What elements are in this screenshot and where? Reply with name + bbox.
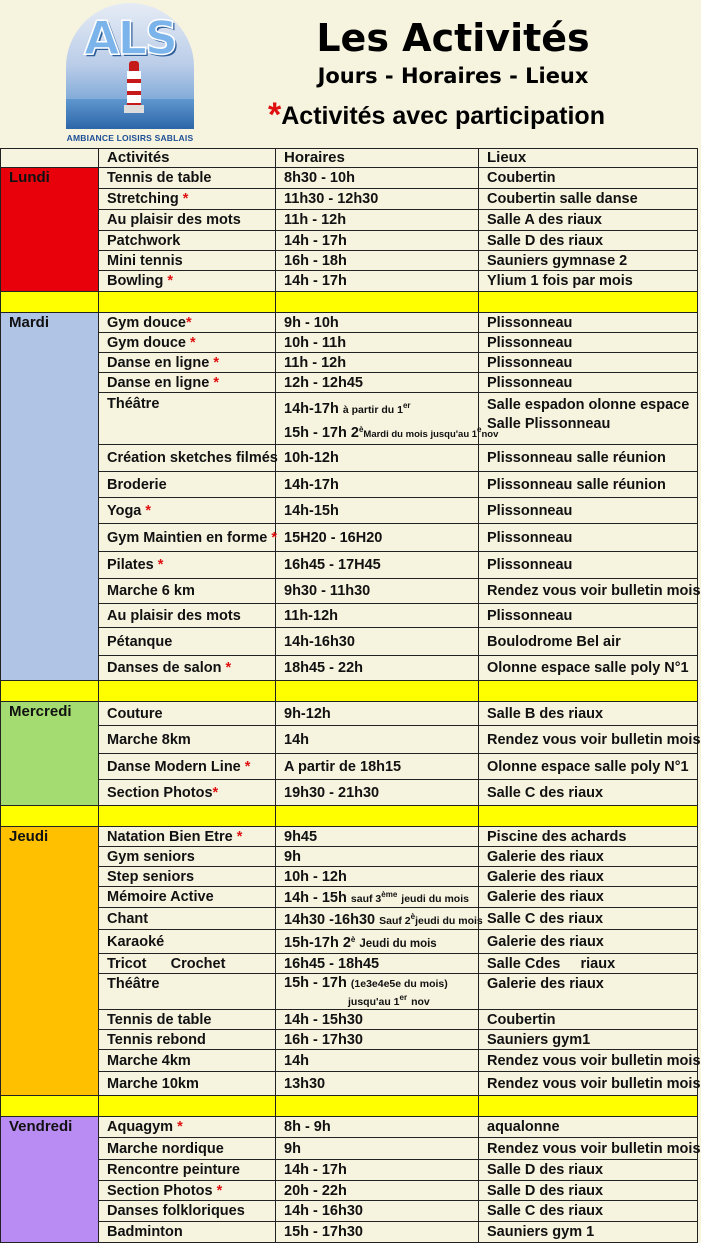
table-row xyxy=(1,579,698,604)
table-row xyxy=(1,1030,698,1050)
lieu: Plissonneau xyxy=(479,498,698,524)
table-row xyxy=(1,393,698,445)
table-row xyxy=(1,702,698,726)
activity: Yoga * xyxy=(99,498,276,524)
table-row xyxy=(1,251,698,271)
table-row xyxy=(1,908,698,930)
horaire: 11h-12h xyxy=(276,604,479,628)
table-row xyxy=(1,780,698,806)
participation-star: * xyxy=(212,784,219,801)
horaire: 14h - 16h30 xyxy=(276,1201,479,1222)
lieu: Piscine des achards xyxy=(479,827,698,847)
day-vendredi: Vendredi xyxy=(1,1117,99,1243)
activity: Danse en ligne * xyxy=(99,353,276,373)
lieu: Salle C des riaux xyxy=(479,1201,698,1222)
activity: Broderie xyxy=(99,472,276,498)
activity: Section Photos* xyxy=(99,780,276,806)
table-row xyxy=(1,524,698,552)
activity: Tricot Crochet xyxy=(99,954,276,974)
table-row xyxy=(1,498,698,524)
participation-star: * xyxy=(213,354,220,371)
table-header-row xyxy=(1,149,698,168)
activity: Gym Maintien en forme * xyxy=(99,524,276,552)
lieu: Plissonneau xyxy=(479,353,698,373)
table-row xyxy=(1,887,698,908)
participation-star: * xyxy=(177,1119,183,1135)
activity: Danse Modern Line * xyxy=(99,754,276,780)
horaire: 10h-12h xyxy=(276,445,479,472)
horaire: 10h - 12h xyxy=(276,867,479,887)
lieu: Rendez vous voir bulletin mois xyxy=(479,1072,698,1096)
table-row xyxy=(1,954,698,974)
table-row xyxy=(1,1222,698,1243)
table-row xyxy=(1,1117,698,1138)
lieu: Salle A des riaux xyxy=(479,210,698,231)
lieu: Coubertin xyxy=(479,1010,698,1030)
horaire: 13h30 xyxy=(276,1072,479,1096)
horaire: 19h30 - 21h30 xyxy=(276,780,479,806)
participation-star: * xyxy=(271,529,278,546)
lieu: Plissonneau xyxy=(479,313,698,333)
lieu: Plissonneau xyxy=(479,373,698,393)
table-row xyxy=(1,827,698,847)
header-day xyxy=(1,149,99,168)
lieu: Salle C des riaux xyxy=(479,908,698,930)
table-row xyxy=(1,628,698,656)
activity: Natation Bien Etre * xyxy=(99,827,276,847)
horaire: 14h - 17h xyxy=(276,231,479,251)
horaire: 9h xyxy=(276,1138,479,1160)
header-horaires: Horaires xyxy=(276,149,479,168)
lieu: Rendez vous voir bulletin mois xyxy=(479,579,698,604)
horaire: 14h - 17h xyxy=(276,1160,479,1181)
activity: Marche 6 km xyxy=(99,579,276,604)
lieu: Coubertin salle danse xyxy=(479,189,698,210)
activity: Au plaisir des mots xyxy=(99,604,276,628)
lieu: Sauniers gym 1 xyxy=(479,1222,698,1243)
participation-star: * xyxy=(157,557,164,573)
lieu: Salle D des riaux xyxy=(479,1160,698,1181)
horaire: 16h45 - 17H45 xyxy=(276,552,479,579)
activity: Step seniors xyxy=(99,867,276,887)
horaire: 15h-17h $2^è$ Jeudi du mois xyxy=(276,930,479,954)
lieu: Galerie des riaux xyxy=(479,930,698,954)
activity: Section Photos * xyxy=(99,1181,276,1201)
activity: Karaoké xyxy=(99,930,276,954)
activity: Mini tennis xyxy=(99,251,276,271)
activity: Badminton xyxy=(99,1222,276,1243)
table-row xyxy=(1,604,698,628)
horaire: 8h - 9h xyxy=(276,1117,479,1138)
activity: Théâtre xyxy=(99,974,276,1010)
lieu: Salle D des riaux xyxy=(479,231,698,251)
horaire: 16h45 - 18h45 xyxy=(276,954,479,974)
activity: Danse en ligne * xyxy=(99,373,276,393)
participation-star: * xyxy=(167,273,174,289)
horaire: 14h xyxy=(276,726,479,754)
horaire: 12h - 12h45 xyxy=(276,373,479,393)
lieu: Olonne espace salle poly N°1 xyxy=(479,754,698,780)
lieu: Sauniers gym1 xyxy=(479,1030,698,1050)
horaire: A partir de 18h15 xyxy=(276,754,479,780)
horaire: 14h - 17h xyxy=(276,271,479,292)
activity: Marche nordique xyxy=(99,1138,276,1160)
activity: Marche 4km xyxy=(99,1050,276,1072)
activity: Mémoire Active xyxy=(99,887,276,908)
participation-star: * xyxy=(185,314,192,331)
table-row xyxy=(1,210,698,231)
lieu: Plissonneau xyxy=(479,552,698,579)
horaire: 9h30 - 11h30 xyxy=(276,579,479,604)
lieu: Salle espadon olonne espace Salle Plissonneau xyxy=(479,393,698,445)
activity: Gym douce* xyxy=(99,313,276,333)
lieu: Plissonneau salle réunion xyxy=(479,445,698,472)
table-row xyxy=(1,930,698,954)
horaire: 14h xyxy=(276,1050,479,1072)
lieu: Plissonneau xyxy=(479,604,698,628)
lieu: Rendez vous voir bulletin mois xyxy=(479,1050,698,1072)
horaire: 9h - 10h xyxy=(276,313,479,333)
lieu: Galerie des riaux xyxy=(479,887,698,908)
horaire: 10h - 11h xyxy=(276,333,479,353)
table-row xyxy=(1,271,698,292)
activity: Tennis rebond xyxy=(99,1030,276,1050)
note-text: Activités avec participation xyxy=(281,102,605,130)
note-asterisk: * xyxy=(268,96,282,134)
horaire: 14h30 -16h30 Sauf $2^èjeudi$ du mois xyxy=(276,908,479,930)
logo-caption: AMBIANCE LOISIRS SABLAIS xyxy=(66,133,194,143)
horaire: 11h - 12h xyxy=(276,353,479,373)
activity: Théâtre xyxy=(99,393,276,445)
table-row xyxy=(1,231,698,251)
table-row xyxy=(1,313,698,333)
lighthouse-icon xyxy=(124,61,144,113)
separator-row xyxy=(1,292,698,313)
table-row xyxy=(1,1072,698,1096)
horaire: 14h-17h xyxy=(276,472,479,498)
horaire: 18h45 - 22h xyxy=(276,656,479,681)
lieu: Salle Cdes riaux xyxy=(479,954,698,974)
page-subtitle: Jours - Horaires - Lieux xyxy=(317,64,589,88)
day-jeudi: Jeudi xyxy=(1,827,99,1096)
lieu: Plissonneau salle réunion xyxy=(479,472,698,498)
table-row xyxy=(1,189,698,210)
lieu: Galerie des riaux xyxy=(479,974,698,1010)
table-row xyxy=(1,373,698,393)
table-row xyxy=(1,552,698,579)
logo-letters: ALS xyxy=(83,11,177,65)
table-row xyxy=(1,1138,698,1160)
lieu: Salle B des riaux xyxy=(479,702,698,726)
table-row xyxy=(1,1181,698,1201)
separator-row xyxy=(1,1096,698,1117)
header xyxy=(0,0,697,148)
logo-dome xyxy=(66,3,194,129)
horaire: 15h - 17h (1e3e4e5e du mois) jusqu'au 1er nov xyxy=(276,974,479,1010)
horaire: 9h45 xyxy=(276,827,479,847)
activity: Création sketches filmés xyxy=(99,445,276,472)
separator-row xyxy=(1,681,698,702)
horaire: 14h-15h xyxy=(276,498,479,524)
horaire: 16h - 18h xyxy=(276,251,479,271)
lieu: Coubertin xyxy=(479,168,698,189)
table-row xyxy=(1,1010,698,1030)
table-row xyxy=(1,353,698,373)
horaire: 14h-16h30 xyxy=(276,628,479,656)
horaire: 9h-12h xyxy=(276,702,479,726)
activity: Pilates * xyxy=(99,552,276,579)
lieu: Sauniers gymnase 2 xyxy=(479,251,698,271)
activity: Tennis de table xyxy=(99,1010,276,1030)
activity: Au plaisir des mots xyxy=(99,210,276,231)
table-row xyxy=(1,754,698,780)
activity: Patchwork xyxy=(99,231,276,251)
activity: Marche 8km xyxy=(99,726,276,754)
activity: Stretching * xyxy=(99,189,276,210)
participation-star: * xyxy=(145,502,152,519)
table-row xyxy=(1,847,698,867)
header-activites: Activités xyxy=(99,149,276,168)
participation-star: * xyxy=(236,828,243,845)
table-row xyxy=(1,867,698,887)
participation-note xyxy=(268,96,648,135)
activity: Gym seniors xyxy=(99,847,276,867)
horaire: 14h-17h à partir du 1er 15h - 17h $2^èMardi$ du mois jusqu'au 1enov xyxy=(276,393,479,445)
day-mercredi: Mercredi xyxy=(1,702,99,806)
table-row xyxy=(1,168,698,189)
table-row xyxy=(1,656,698,681)
lieu: aqualonne xyxy=(479,1117,698,1138)
horaire: 8h30 - 10h xyxy=(276,168,479,189)
horaire: 11h - 12h xyxy=(276,210,479,231)
activity: Rencontre peinture xyxy=(99,1160,276,1181)
table-row xyxy=(1,726,698,754)
lieu: Ylium 1 fois par mois xyxy=(479,271,698,292)
participation-star: * xyxy=(182,191,189,207)
activity: Danses folkloriques xyxy=(99,1201,276,1222)
horaire: 14h - 15h30 xyxy=(276,1010,479,1030)
lieu: Salle C des riaux xyxy=(479,780,698,806)
table-row xyxy=(1,445,698,472)
lieu: Boulodrome Bel air xyxy=(479,628,698,656)
activity: Marche 10km xyxy=(99,1072,276,1096)
table-row xyxy=(1,1160,698,1181)
lieu: Rendez vous voir bulletin mois xyxy=(479,1138,698,1160)
horaire: 15H20 - 16H20 xyxy=(276,524,479,552)
als-logo xyxy=(62,3,198,143)
lieu: Olonne espace salle poly N°1 xyxy=(479,656,698,681)
page-title: Les Activités xyxy=(316,16,590,60)
lieu: Plissonneau xyxy=(479,333,698,353)
activity: Aquagym * xyxy=(99,1117,276,1138)
lieu: Galerie des riaux xyxy=(479,867,698,887)
participation-star: * xyxy=(216,1182,223,1199)
activity: Pétanque xyxy=(99,628,276,656)
horaire: 15h - 17h30 xyxy=(276,1222,479,1243)
separator-row xyxy=(1,806,698,827)
horaire: 20h - 22h xyxy=(276,1181,479,1201)
activity: Gym douce * xyxy=(99,333,276,353)
table-row xyxy=(1,1201,698,1222)
activity: Bowling * xyxy=(99,271,276,292)
horaire: 11h30 - 12h30 xyxy=(276,189,479,210)
lieu: Salle D des riaux xyxy=(479,1181,698,1201)
table-row xyxy=(1,1050,698,1072)
lieu: Galerie des riaux xyxy=(479,847,698,867)
participation-star: * xyxy=(225,660,232,676)
table-row xyxy=(1,333,698,353)
table-row xyxy=(1,974,698,1010)
day-lundi: Lundi xyxy=(1,168,99,292)
horaire: 16h - 17h30 xyxy=(276,1030,479,1050)
participation-star: * xyxy=(244,758,251,775)
activity: Couture xyxy=(99,702,276,726)
horaire: 9h xyxy=(276,847,479,867)
horaire: 14h - 15h sauf 3ème jeudi du mois xyxy=(276,887,479,908)
activity: Chant xyxy=(99,908,276,930)
activities-table xyxy=(0,148,701,1243)
table-row xyxy=(1,472,698,498)
participation-star: * xyxy=(213,374,220,391)
activity: Tennis de table xyxy=(99,168,276,189)
participation-star: * xyxy=(190,334,196,351)
activity: Danses de salon * xyxy=(99,656,276,681)
lieu: Plissonneau xyxy=(479,524,698,552)
day-mardi: Mardi xyxy=(1,313,99,681)
lieu: Rendez vous voir bulletin mois xyxy=(479,726,698,754)
header-lieux: Lieux xyxy=(479,149,698,168)
